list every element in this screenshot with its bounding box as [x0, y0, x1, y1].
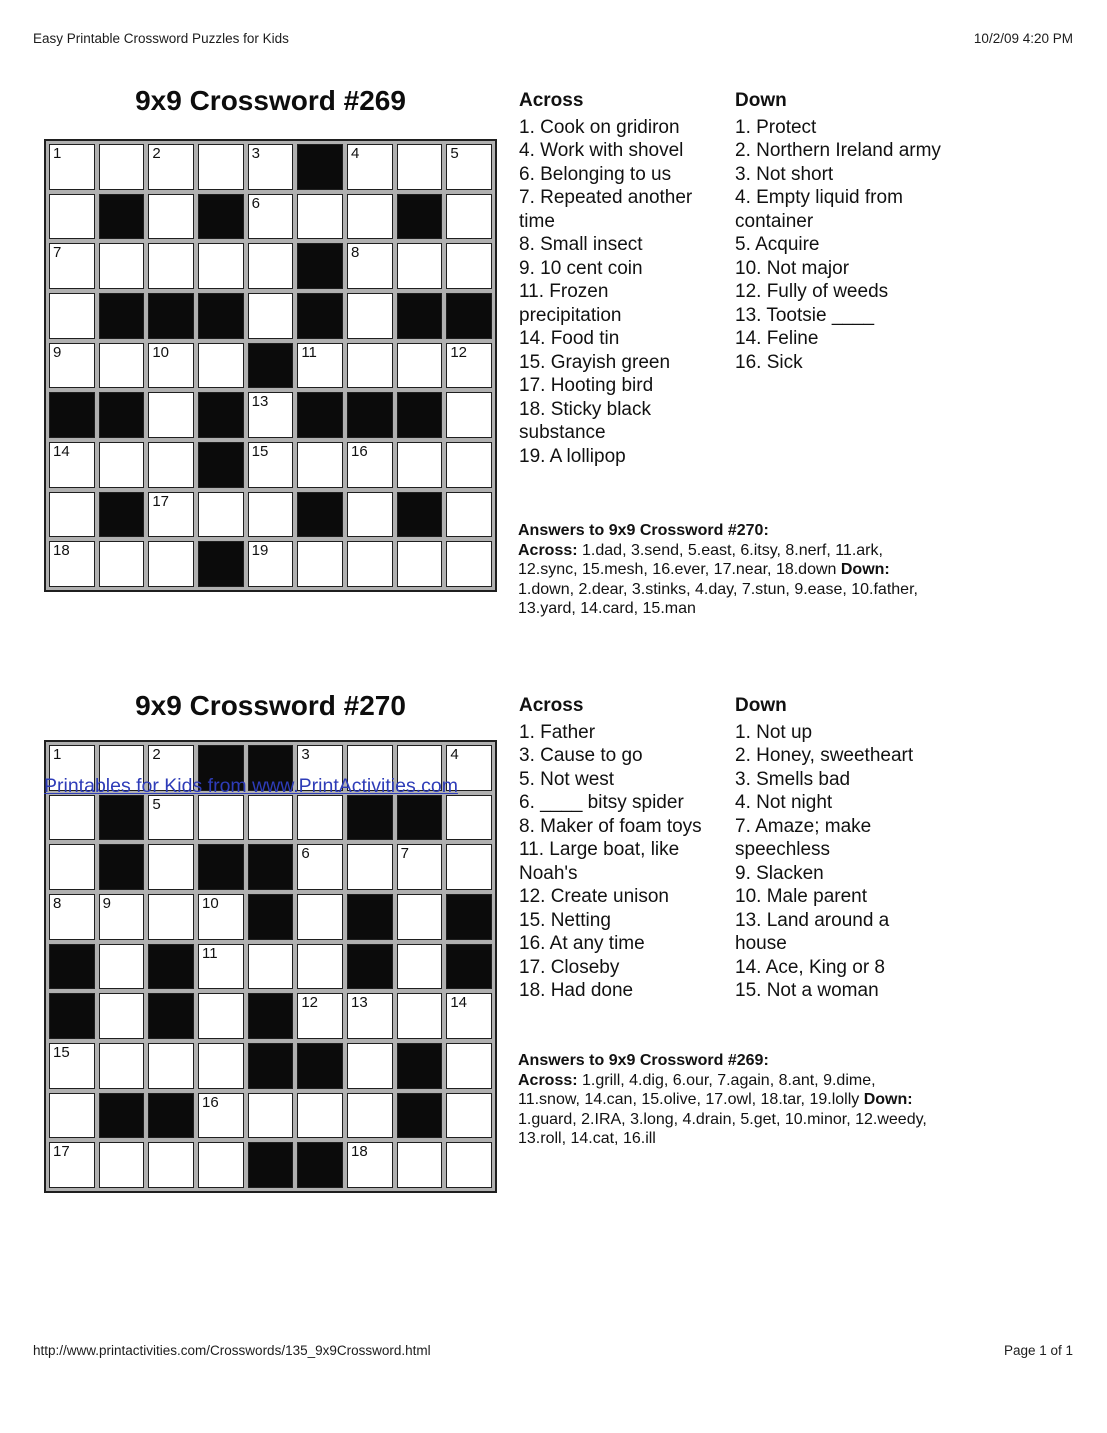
grid-cell [347, 293, 393, 339]
clue-line: 13. Land around a [735, 909, 890, 931]
clue-line: container [735, 210, 814, 232]
grid-cell-black [99, 194, 145, 240]
grid-cell [297, 1093, 343, 1139]
grid-cell: 15 [248, 442, 294, 488]
grid-cell-black [446, 293, 492, 339]
grid-cell: 6 [297, 844, 343, 890]
grid-cell: 18 [347, 1142, 393, 1188]
grid-cell [297, 894, 343, 940]
header-document-title: Easy Printable Crossword Puzzles for Kids [33, 31, 289, 46]
grid-cell: 16 [347, 442, 393, 488]
grid-cell: 6 [248, 194, 294, 240]
grid-cell [99, 442, 145, 488]
grid-cell [99, 993, 145, 1039]
grid-cell [397, 944, 443, 990]
grid-cell-black [148, 993, 194, 1039]
grid-cell [198, 343, 244, 389]
clue-line: 2. Northern Ireland army [735, 140, 941, 161]
clue-line: 14. Ace, King or 8 [735, 956, 885, 978]
grid-cell-black [297, 492, 343, 538]
grid-cell [446, 194, 492, 240]
grid-cell [198, 795, 244, 841]
grid-cell: 2 [148, 745, 194, 791]
grid-cell [297, 541, 343, 587]
answers-line: Across: 1.grill, 4.dig, 6.our, 7.again, 8.ant, 9.dime, [518, 1071, 876, 1089]
clue-line: 16. Sick [735, 351, 803, 373]
grid-cell-black [198, 844, 244, 890]
grid-cell-black [397, 392, 443, 438]
grid-cell [446, 1043, 492, 1089]
clue-line: 4. Not night [735, 792, 833, 813]
grid-cell [248, 1093, 294, 1139]
clue-line: 2. Honey, sweetheart [735, 745, 914, 766]
grid-cell [49, 492, 95, 538]
clue-line: 14. Feline [735, 328, 819, 349]
clue-line: time [519, 210, 555, 232]
answers-line: 1.down, 2.dear, 3.stinks, 4.day, 7.stun, 9.ease, 10.father, [518, 580, 918, 598]
down-heading: Down [735, 90, 787, 111]
grid-cell [248, 944, 294, 990]
clue-line: 17. Hooting bird [519, 375, 654, 396]
grid-cell: 13 [248, 392, 294, 438]
clue-line: speechless [735, 839, 831, 860]
grid-cell-black [148, 293, 194, 339]
grid-cell [148, 442, 194, 488]
grid-cell: 16 [198, 1093, 244, 1139]
grid-cell [99, 1142, 145, 1188]
grid-cell-black [49, 993, 95, 1039]
clue-line: 6. ____ bitsy spider [519, 792, 684, 813]
grid-cell-black [99, 795, 145, 841]
print-header [33, 31, 1073, 46]
clue-line: 3. Not short [735, 163, 834, 185]
grid-cell: 2 [148, 144, 194, 190]
grid-cell [198, 1142, 244, 1188]
grid-cell [397, 541, 443, 587]
grid-cell-black [198, 442, 244, 488]
grid-cell-black [248, 1142, 294, 1188]
grid-cell [148, 1043, 194, 1089]
grid-cell [397, 442, 443, 488]
footer-page-number: Page 1 of 1 [1003, 1343, 1073, 1358]
grid-cell: 12 [446, 343, 492, 389]
clue-line: 7. Repeated another [519, 187, 693, 208]
grid-cell-black [446, 944, 492, 990]
down-clues-269 [735, 89, 941, 374]
answers-text [518, 541, 988, 619]
grid-cell [397, 243, 443, 289]
grid-cell [148, 541, 194, 587]
grid-cell: 7 [49, 243, 95, 289]
grid-cell [198, 144, 244, 190]
clue-line: 4. Empty liquid from [735, 187, 903, 208]
grid-cell-black [397, 194, 443, 240]
grid-cell-black [49, 944, 95, 990]
answers-line: 12.sync, 15.mesh, 16.ever, 17.near, 18.down Down: [518, 561, 890, 578]
clue-line: precipitation [519, 304, 622, 326]
across-clue-list [519, 116, 692, 469]
grid-cell-black [347, 944, 393, 990]
print-footer [33, 1343, 1073, 1358]
grid-cell [49, 844, 95, 890]
grid-cell [148, 243, 194, 289]
clue-line: 11. Large boat, like [519, 839, 680, 860]
grid-cell [148, 894, 194, 940]
clue-line: 9. 10 cent coin [519, 257, 643, 279]
grid-cell: 11 [297, 343, 343, 389]
grid-cell-black [99, 1093, 145, 1139]
grid-cell-black [248, 894, 294, 940]
grid-cell [248, 795, 294, 841]
grid-cell [198, 993, 244, 1039]
grid-cell-black [198, 194, 244, 240]
grid-cell-black [198, 293, 244, 339]
grid-cell [297, 795, 343, 841]
answers-line: Across: 1.dad, 3.send, 5.east, 6.itsy, 8.nerf, 11.ark, [518, 541, 883, 559]
grid-cell: 5 [148, 795, 194, 841]
grid-cell-black [297, 1043, 343, 1089]
grid-cell [248, 492, 294, 538]
grid-cell [297, 944, 343, 990]
grid-cell [347, 1093, 393, 1139]
grid-cell [397, 343, 443, 389]
answers-block-269 [518, 1051, 988, 1149]
clue-line: 10. Male parent [735, 886, 868, 907]
grid-cell-black [248, 343, 294, 389]
down-clues-270 [735, 694, 913, 1003]
clue-line: 13. Tootsie ____ [735, 304, 875, 326]
clue-line: 18. Had done [519, 980, 634, 1001]
grid-cell [347, 194, 393, 240]
clue-line: 15. Grayish green [519, 351, 671, 373]
clue-line: 16. At any time [519, 933, 645, 954]
clue-line: 11. Frozen [519, 281, 609, 302]
grid-cell: 4 [446, 745, 492, 791]
answers-block-270 [518, 521, 988, 619]
grid-cell [99, 1043, 145, 1089]
grid-cell-black [198, 392, 244, 438]
answers-line: 1.guard, 2.IRA, 3.long, 4.drain, 5.get, 10.minor, 12.weedy, [518, 1110, 927, 1128]
grid-cell [248, 293, 294, 339]
grid-cell [99, 144, 145, 190]
grid-cell-black [397, 492, 443, 538]
grid-cell: 13 [347, 993, 393, 1039]
clue-line: 14. Food tin [519, 328, 620, 349]
clue-line: 18. Sticky black [519, 398, 651, 420]
header-datetime: 10/2/09 4:20 PM [973, 31, 1073, 46]
grid-cell-black [347, 392, 393, 438]
grid-cell [397, 1142, 443, 1188]
answers-heading: Answers to 9x9 Crossword #269: [518, 1052, 769, 1069]
clue-line: 15. Netting [519, 909, 611, 931]
clue-line: house [735, 933, 787, 954]
grid-cell [148, 392, 194, 438]
grid-cell-black [397, 1043, 443, 1089]
clue-line: 7. Amaze; make [735, 815, 872, 837]
answers-text [518, 1071, 988, 1149]
grid-cell: 3 [248, 144, 294, 190]
grid-cell: 14 [446, 993, 492, 1039]
grid-cell: 10 [198, 894, 244, 940]
grid-cell: 17 [49, 1142, 95, 1188]
crossword-grid-270 [44, 740, 497, 1193]
grid-cell [49, 1093, 95, 1139]
clue-line: 12. Create unison [519, 886, 669, 907]
clue-line: 3. Smells bad [735, 768, 851, 790]
clue-line: 5. Not west [519, 768, 615, 790]
clue-line: 9. Slacken [735, 862, 824, 884]
grid-cell-black [347, 894, 393, 940]
grid-cell [99, 944, 145, 990]
grid-cell [347, 343, 393, 389]
grid-cell-black [148, 944, 194, 990]
clue-line: Noah's [519, 862, 578, 884]
grid-cell: 10 [148, 343, 194, 389]
clue-line: 8. Maker of foam toys [519, 815, 702, 837]
puzzle-270-title: 9x9 Crossword #270 [135, 690, 406, 721]
down-clue-list [735, 721, 913, 1003]
grid-cell [148, 844, 194, 890]
grid-cell: 1 [49, 144, 95, 190]
grid-cell [198, 243, 244, 289]
grid-cell-black [397, 293, 443, 339]
grid-cell [148, 194, 194, 240]
clue-line: 1. Father [519, 721, 596, 743]
printactivities-link[interactable]: Printables for Kids from www.PrintActivities.com [44, 775, 458, 797]
grid-cell [446, 392, 492, 438]
answers-line: 11.snow, 14.can, 15.olive, 17.owl, 18.tar, 19.lolly Down: [518, 1091, 913, 1108]
grid-cell: 12 [297, 993, 343, 1039]
clue-line: 15. Not a woman [735, 980, 879, 1001]
grid-cell [446, 243, 492, 289]
grid-cell [397, 993, 443, 1039]
clue-line: substance [519, 422, 606, 443]
clue-line: 1. Protect [735, 116, 817, 138]
grid-cell [446, 1093, 492, 1139]
clue-line: 8. Small insect [519, 234, 643, 255]
grid-cell: 9 [49, 343, 95, 389]
grid-cell: 9 [99, 894, 145, 940]
grid-cell [347, 541, 393, 587]
clue-line: 5. Acquire [735, 234, 820, 255]
grid-cell-black [297, 243, 343, 289]
grid-cell [347, 492, 393, 538]
grid-cell [99, 541, 145, 587]
grid-cell: 3 [297, 745, 343, 791]
grid-cell [347, 1043, 393, 1089]
grid-cell-black [397, 795, 443, 841]
grid-cell [446, 442, 492, 488]
grid-cell: 11 [198, 944, 244, 990]
grid-cell-black [297, 392, 343, 438]
across-clues-270 [519, 694, 702, 1003]
grid-cell-black [99, 392, 145, 438]
grid-cell: 19 [248, 541, 294, 587]
clue-line: 12. Fully of weeds [735, 281, 889, 302]
grid-cell: 7 [397, 844, 443, 890]
across-heading: Across [519, 695, 584, 716]
grid-cell [198, 1043, 244, 1089]
grid-cell [297, 442, 343, 488]
grid-cell-black [49, 392, 95, 438]
grid-cell-black [446, 894, 492, 940]
clue-line: 10. Not major [735, 257, 850, 279]
grid-cell-black [99, 844, 145, 890]
grid-cell [446, 844, 492, 890]
answers-line: 13.yard, 14.card, 15.man [518, 600, 696, 617]
clue-line: 17. Closeby [519, 956, 620, 978]
clue-line: 3. Cause to go [519, 745, 643, 766]
grid-cell-black [99, 492, 145, 538]
grid-cell [198, 492, 244, 538]
grid-cell: 17 [148, 492, 194, 538]
grid-cell: 5 [446, 144, 492, 190]
grid-cell [49, 293, 95, 339]
clue-line: 19. A lollipop [519, 445, 626, 467]
grid-cell [347, 844, 393, 890]
clue-line: 6. Belonging to us [519, 163, 672, 185]
grid-cell: 8 [347, 243, 393, 289]
answers-heading: Answers to 9x9 Crossword #270: [518, 522, 769, 539]
grid-cell [446, 795, 492, 841]
grid-cell-black [248, 1043, 294, 1089]
clue-line: 4. Work with shovel [519, 140, 684, 161]
footer-url: http://www.printactivities.com/Crosswords/135_9x9Crossword.html [33, 1343, 431, 1358]
grid-cell [446, 541, 492, 587]
grid-cell [297, 194, 343, 240]
grid-cell [99, 243, 145, 289]
grid-cell: 4 [347, 144, 393, 190]
grid-cell-black [248, 993, 294, 1039]
crossword-grid-269 [44, 139, 497, 592]
across-clues-269 [519, 89, 692, 468]
down-clue-list [735, 116, 941, 375]
grid-cell: 8 [49, 894, 95, 940]
grid-cell [49, 194, 95, 240]
puzzle-269-title: 9x9 Crossword #269 [135, 85, 406, 116]
grid-cell [248, 243, 294, 289]
grid-cell-black [397, 1093, 443, 1139]
grid-cell [446, 1142, 492, 1188]
grid-cell-black [248, 844, 294, 890]
answers-line: 13.roll, 14.cat, 16.ill [518, 1130, 656, 1147]
grid-cell [397, 894, 443, 940]
grid-cell [446, 492, 492, 538]
grid-cell [397, 144, 443, 190]
clue-line: 1. Not up [735, 721, 813, 743]
grid-cell-black [99, 293, 145, 339]
grid-cell-black [148, 1093, 194, 1139]
grid-cell [148, 1142, 194, 1188]
grid-cell: 1 [49, 745, 95, 791]
grid-cell: 15 [49, 1043, 95, 1089]
grid-cell-black [198, 541, 244, 587]
grid-cell: 14 [49, 442, 95, 488]
grid-cell [99, 343, 145, 389]
clue-line: 1. Cook on gridiron [519, 116, 680, 138]
grid-cell-black [297, 144, 343, 190]
grid-cell-black [347, 795, 393, 841]
grid-cell [49, 795, 95, 841]
grid-cell-black [297, 293, 343, 339]
down-heading: Down [735, 695, 787, 716]
across-heading: Across [519, 90, 584, 111]
grid-cell: 18 [49, 541, 95, 587]
across-clue-list [519, 721, 702, 1003]
grid-cell-black [297, 1142, 343, 1188]
